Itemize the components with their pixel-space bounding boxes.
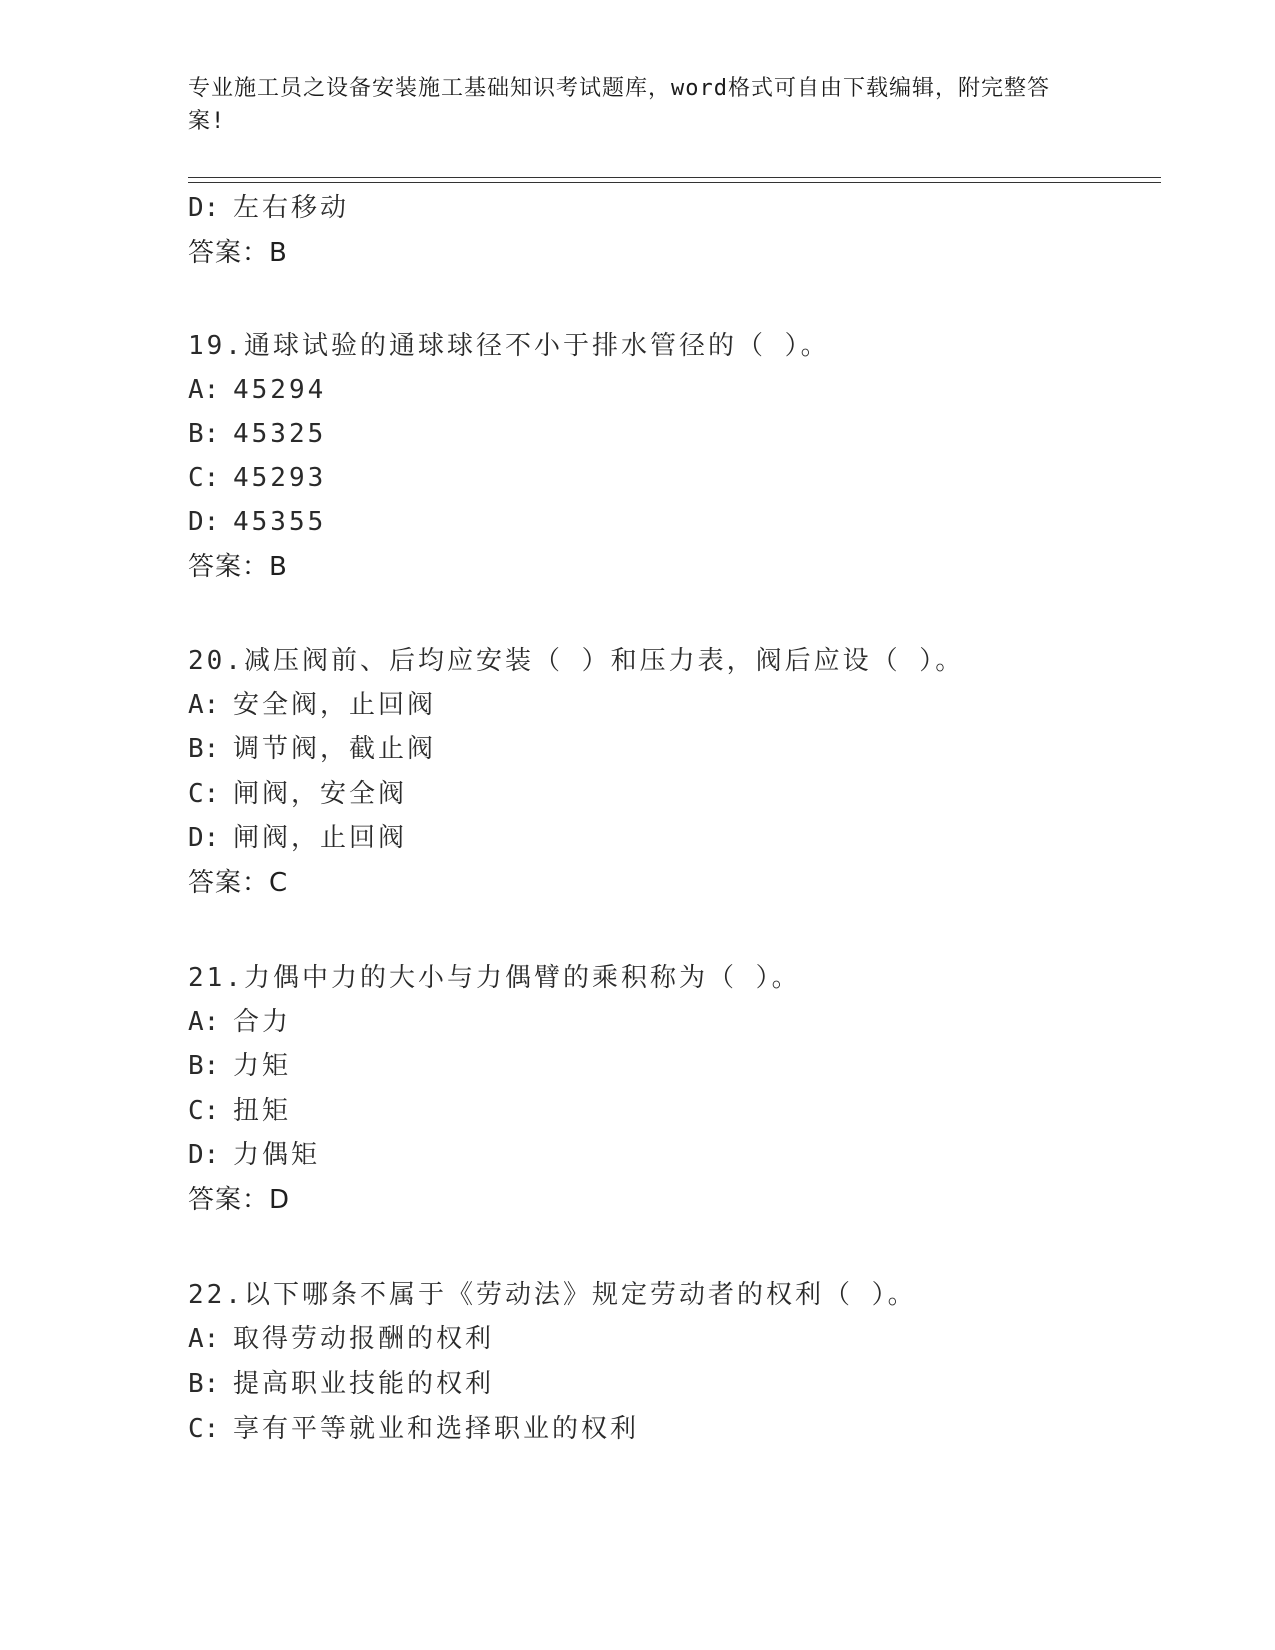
option-text: 安全阀，止回阀 — [233, 690, 437, 720]
option-text: 合力 — [233, 1007, 292, 1037]
option-text: 力矩 — [233, 1051, 292, 1081]
option-label: A: — [188, 1007, 220, 1037]
option-label: C: — [188, 779, 220, 809]
question-20-option-c — [188, 778, 407, 810]
option-label: A: — [188, 690, 220, 720]
option-label: D: — [188, 823, 220, 853]
question-22-option-b — [188, 1368, 494, 1400]
option-label: B: — [188, 419, 220, 449]
question-21-answer — [188, 1184, 290, 1216]
question-21-stem — [188, 962, 801, 994]
header-rule-top — [188, 177, 1161, 178]
answer-value: B — [269, 238, 288, 268]
question-20-answer — [188, 867, 288, 899]
question-21-option-b — [188, 1050, 291, 1082]
question-21-option-c — [188, 1095, 291, 1127]
option-text: 享有平等就业和选择职业的权利 — [233, 1414, 640, 1444]
option-label: C: — [188, 1414, 220, 1444]
option-text: 取得劳动报酬的权利 — [233, 1324, 495, 1354]
option-label: D: — [188, 193, 220, 223]
option-label: A: — [188, 1324, 220, 1354]
answer-value: B — [269, 552, 288, 582]
answer-label: 答案： — [188, 868, 270, 898]
question-stem: 19.通球试验的通球球径不小于排水管径的（ ）。 — [188, 331, 830, 361]
option-text: 扭矩 — [233, 1096, 292, 1126]
question-21-option-a — [188, 1006, 291, 1038]
option-label: D: — [188, 1140, 220, 1170]
answer-value: D — [269, 1185, 291, 1215]
question-22-stem — [188, 1279, 917, 1311]
question-19-answer — [188, 551, 288, 583]
answer-value: C — [269, 868, 289, 898]
question-19-stem — [188, 330, 830, 362]
option-text: 45325 — [233, 419, 327, 449]
option-text: 闸阀，止回阀 — [233, 823, 408, 853]
question-22-option-a — [188, 1323, 494, 1355]
option-label: B: — [188, 1051, 220, 1081]
option-label: D: — [188, 507, 220, 537]
option-label: A: — [188, 375, 220, 405]
option-label: B: — [188, 734, 220, 764]
question-20-option-b — [188, 733, 436, 765]
header-intro-text: 专业施工员之设备安装施工基础知识考试题库，word格式可自由下载编辑，附完整答案! — [188, 76, 1050, 134]
question-22-option-c — [188, 1413, 639, 1445]
option-label: C: — [188, 1096, 220, 1126]
prev-option-d — [188, 192, 349, 224]
answer-label: 答案： — [188, 238, 270, 268]
option-text: 提高职业技能的权利 — [233, 1369, 495, 1399]
question-stem: 21.力偶中力的大小与力偶臂的乘积称为（ ）。 — [188, 963, 801, 993]
answer-label: 答案： — [188, 1185, 270, 1215]
question-stem: 20.减压阀前、后均应安装（ ）和压力表，阀后应设（ ）。 — [188, 646, 965, 676]
option-text: 左右移动 — [233, 193, 350, 223]
document-header — [188, 72, 1068, 138]
option-text: 45355 — [233, 507, 327, 537]
question-20-stem — [188, 645, 964, 677]
question-20-option-a — [188, 689, 436, 721]
option-text: 45294 — [233, 375, 327, 405]
question-20-option-d — [188, 822, 407, 854]
option-text: 闸阀，安全阀 — [233, 779, 408, 809]
option-text: 调节阀，截止阀 — [233, 734, 437, 764]
option-label: B: — [188, 1369, 220, 1399]
option-text: 45293 — [233, 463, 327, 493]
question-19-option-d — [188, 506, 326, 538]
question-stem: 22.以下哪条不属于《劳动法》规定劳动者的权利（ ）。 — [188, 1280, 917, 1310]
question-19-option-c — [188, 462, 326, 494]
prev-answer — [188, 237, 288, 269]
question-21-option-d — [188, 1139, 320, 1171]
option-label: C: — [188, 463, 220, 493]
option-text: 力偶矩 — [233, 1140, 321, 1170]
question-19-option-b — [188, 418, 326, 450]
answer-label: 答案： — [188, 552, 270, 582]
question-19-option-a — [188, 374, 326, 406]
header-rule-bottom — [188, 182, 1161, 183]
